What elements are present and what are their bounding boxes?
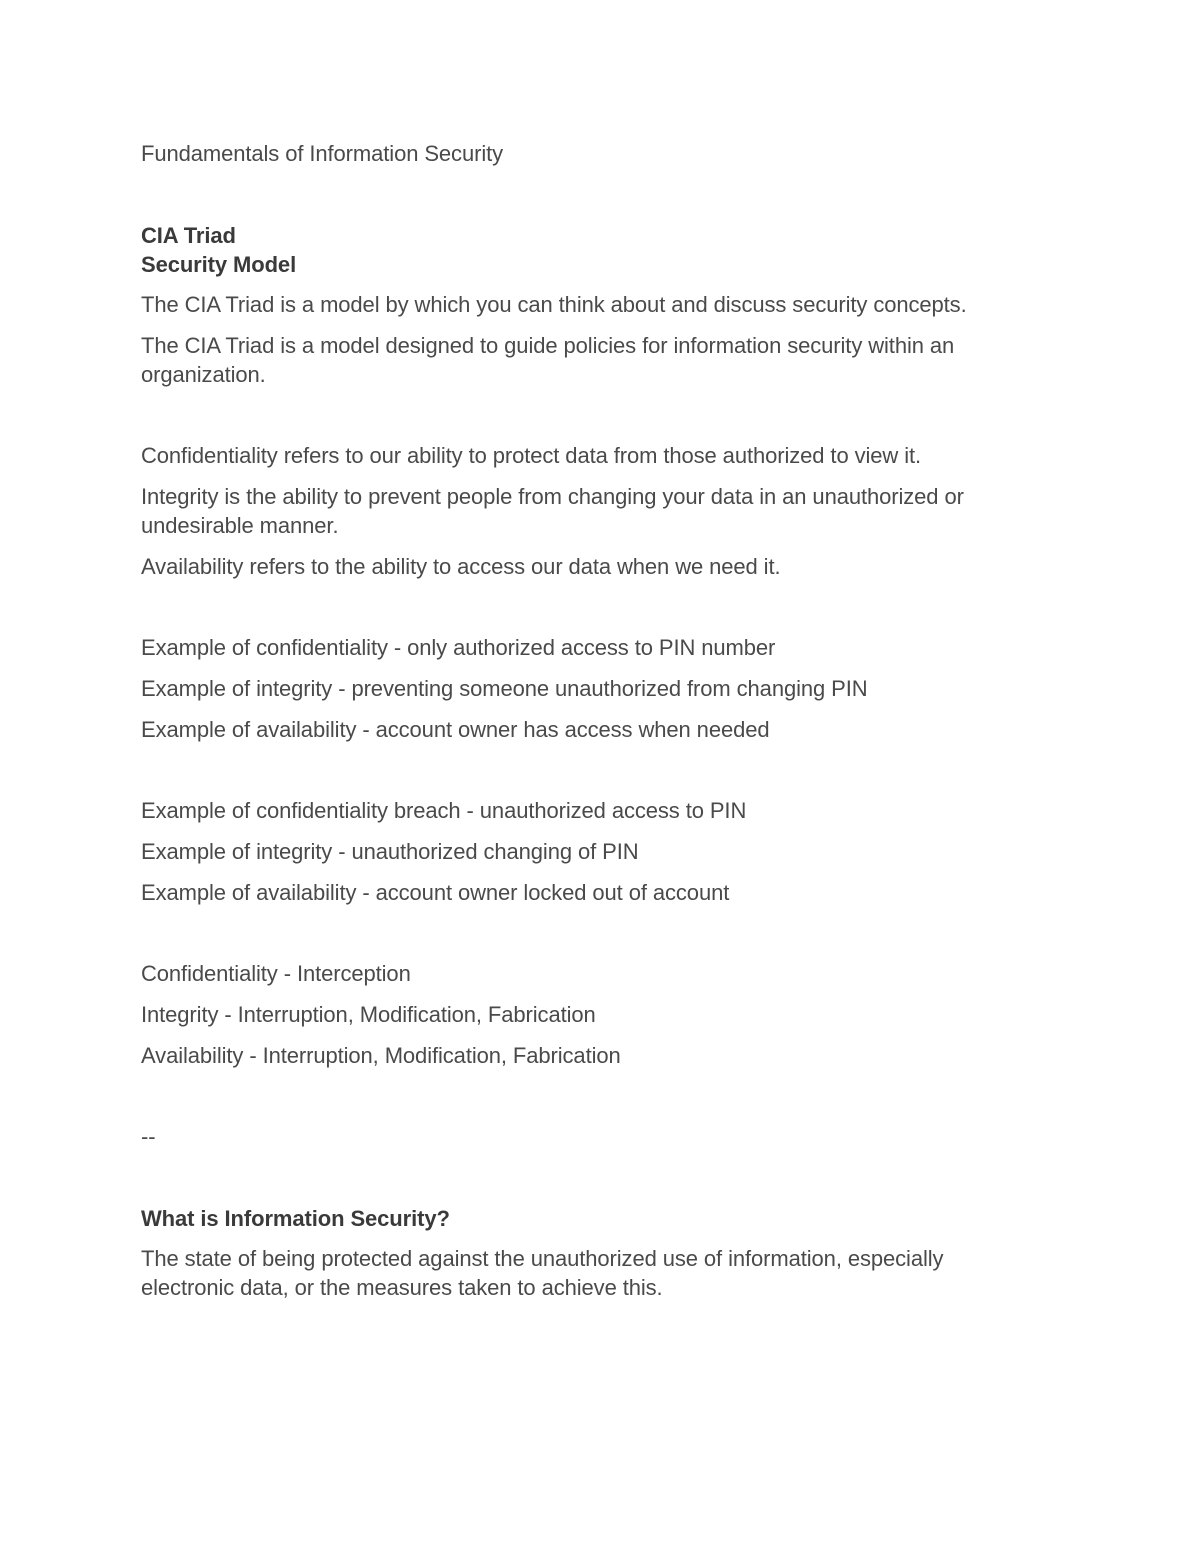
threat-line: Availability - Interruption, Modification, Fabrication <box>141 1043 621 1068</box>
example-line: Example of availability - account owner has access when needed <box>141 717 770 742</box>
cia-triad-heading: CIA Triad <box>141 223 236 248</box>
document-title: Fundamentals of Information Security <box>141 141 504 166</box>
question-heading: What is Information Security? <box>141 1206 450 1231</box>
integrity-definition: Integrity is the ability to prevent people from changing your data in an unauthorized or undesirable manner. <box>141 484 964 538</box>
breach-example-line: Example of integrity - unauthorized changing of PIN <box>141 839 639 864</box>
availability-definition: Availability refers to the ability to access our data when we need it. <box>141 554 781 579</box>
confidentiality-definition: Confidentiality refers to our ability to protect data from those authorized to view it. <box>141 443 922 468</box>
intro-paragraph: The CIA Triad is a model designed to guide policies for information security within an organization. <box>141 333 955 387</box>
security-model-heading: Security Model <box>141 252 297 277</box>
answer-paragraph: The state of being protected against the unauthorized use of information, especially electronic data, or the measures taken to achieve this. <box>141 1246 944 1300</box>
breach-example-line: Example of confidentiality breach - unauthorized access to PIN <box>141 798 747 823</box>
threat-line: Confidentiality - Interception <box>141 961 411 986</box>
section-separator: -- <box>141 1124 156 1149</box>
intro-paragraph: The CIA Triad is a model by which you can think about and discuss security concepts. <box>141 292 967 317</box>
example-line: Example of confidentiality - only authorized access to PIN number <box>141 635 776 660</box>
document-body <box>141 139 1041 1302</box>
breach-example-line: Example of availability - account owner locked out of account <box>141 880 730 905</box>
threat-line: Integrity - Interruption, Modification, Fabrication <box>141 1002 596 1027</box>
example-line: Example of integrity - preventing someone unauthorized from changing PIN <box>141 676 868 701</box>
